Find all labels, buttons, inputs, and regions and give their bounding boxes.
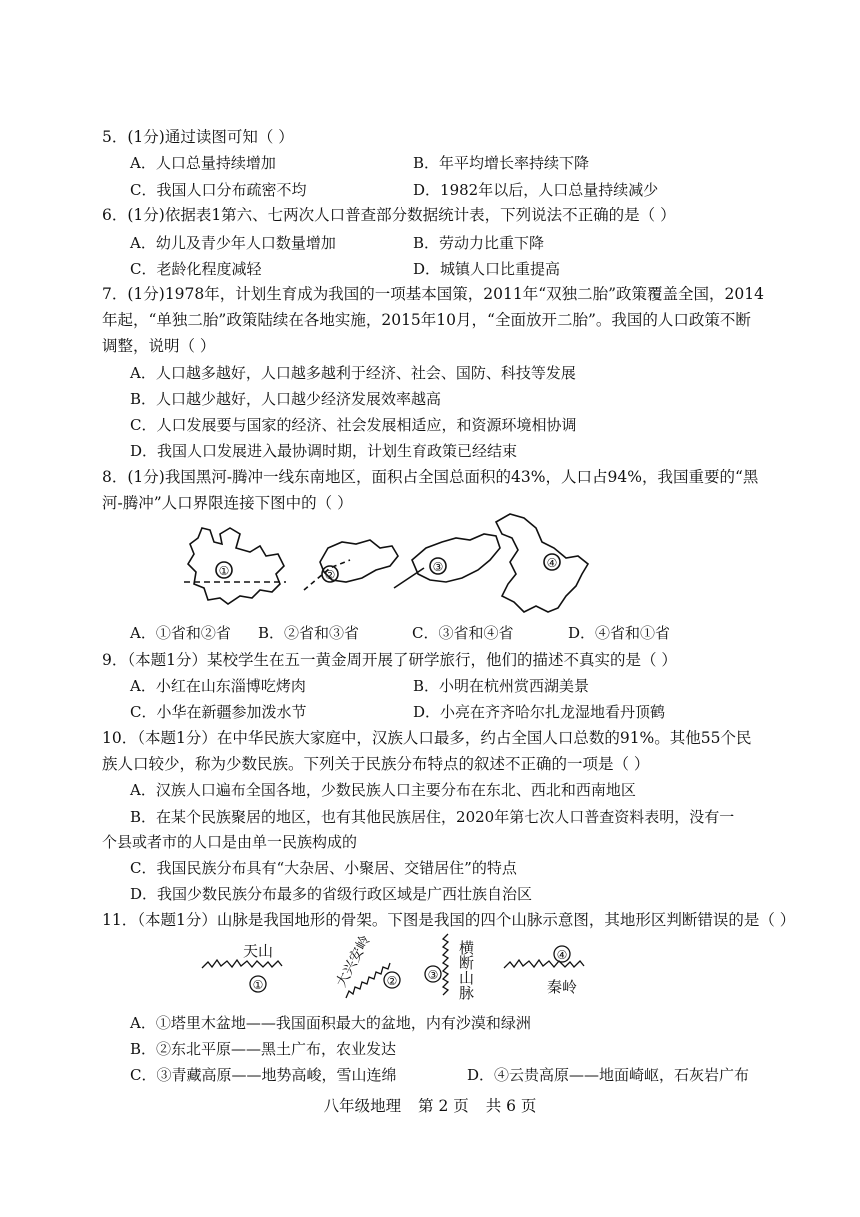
map-4-label: ④: [546, 556, 558, 570]
q9-option-b[interactable]: B．小明在杭州赏西湖美景: [413, 677, 590, 695]
footer-page-number: 第 2 页: [418, 1097, 469, 1115]
hengduan-label: 横断山脉: [457, 940, 475, 1000]
q10-stem-line2: 族人口较少，称为少数民族。下列关于民族分布特点的叙述不正确的一项是（ ）: [102, 755, 650, 773]
q8-stem-line1: 8．(1分)我国黑河-腾冲一线东南地区，面积占全国总面积的43%，人口占94%，我国重要的“黑: [102, 468, 759, 486]
footer-subject: 八年级地理: [323, 1097, 402, 1115]
mountains-figure: [196, 926, 616, 1012]
province-map-3: [394, 534, 500, 588]
q10-option-b-line1[interactable]: B．在某个民族聚居的地区，也有其他民族居住，2020年第七次人口普查资料表明，没有一: [130, 808, 735, 826]
q6-option-c[interactable]: C．老龄化程度减轻: [130, 260, 262, 278]
q8-stem-line2: 河-腾冲”人口界限连接下图中的（ ）: [102, 494, 353, 512]
map-1-label: ①: [218, 564, 230, 578]
q11-option-c[interactable]: C．③青藏高原——地势高峻，雪山连绵: [130, 1066, 397, 1084]
q6-option-a[interactable]: A．幼儿及青少年人口数量增加: [130, 234, 336, 252]
q6-stem: 6．(1分)依据表1第六、七两次人口普查部分数据统计表，下列说法不正确的是（ ）: [102, 206, 676, 224]
mountain-1-label: ①: [252, 978, 264, 992]
q10-option-b-line2: 个县或者市的人口是由单一民族构成的: [102, 833, 358, 851]
page-footer: [0, 1094, 860, 1116]
qinling-ridge: [504, 960, 584, 968]
q7-stem-line3: 调整，说明（ ）: [102, 337, 216, 355]
tianshan-ridge: [202, 960, 282, 968]
q7-option-c[interactable]: C．人口发展要与国家的经济、社会发展相适应，和资源环境相协调: [130, 416, 577, 434]
q9-stem: 9．（本题1分）某校学生在五一黄金周开展了研学旅行，他们的描述不真实的是（ ）: [102, 651, 677, 669]
mountain-3-label: ③: [427, 968, 439, 982]
q10-option-c[interactable]: C．我国民族分布具有“大杂居、小聚居、交错居住”的特点: [130, 859, 517, 877]
q5-stem: 5．(1分)通过读图可知（ ）: [102, 128, 294, 146]
q5-option-b[interactable]: B．年平均增长率持续下降: [413, 154, 590, 172]
q8-option-b[interactable]: B．②省和③省: [258, 624, 360, 642]
map-2-label: ②: [324, 568, 336, 582]
q5-option-c[interactable]: C．我国人口分布疏密不均: [130, 181, 307, 199]
q7-option-a[interactable]: A．人口越多越好，人口越多越利于经济、社会、国防、科技等发展: [130, 364, 576, 382]
mountain-2-label: ②: [386, 974, 398, 988]
q8-option-c[interactable]: C．③省和④省: [412, 624, 514, 642]
qinling-label: 秦岭: [546, 978, 578, 996]
q5-option-d[interactable]: D．1982年以后，人口总量持续减少: [413, 181, 659, 199]
q9-option-a[interactable]: A．小红在山东淄博吃烤肉: [130, 677, 306, 695]
province-map-2: [304, 540, 398, 590]
q6-option-b[interactable]: B．劳动力比重下降: [413, 234, 545, 252]
q8-option-a[interactable]: A．①省和②省: [130, 624, 231, 642]
tianshan-label: 天山: [242, 942, 274, 960]
q11-option-b[interactable]: B．②东北平原——黑土广布，农业发达: [130, 1040, 397, 1058]
q7-stem-line1: 7．(1分)1978年，计划生育成为我国的一项基本国策，2011年“双独二胎”政策覆盖全国，2014: [102, 285, 765, 303]
q7-option-d[interactable]: D．我国人口发展进入最协调时期，计划生育政策已经结束: [130, 442, 518, 460]
q9-option-d[interactable]: D．小亮在齐齐哈尔扎龙湿地看丹顶鹤: [413, 703, 666, 721]
q11-stem: 11．（本题1分）山脉是我国地形的骨架。下图是我国的四个山脉示意图，其地形区判断错误的是（ ）: [102, 911, 796, 929]
q10-option-d[interactable]: D．我国少数民族分布最多的省级行政区域是广西壮族自治区: [130, 885, 533, 903]
q8-option-d[interactable]: D．④省和①省: [568, 624, 671, 642]
province-maps-figure: [180, 508, 620, 624]
q7-stem-line2: 年起，“单独二胎”政策陆续在各地实施，2015年10月，“全面放开二胎”。我国的人口政策不断: [102, 311, 751, 329]
q11-option-a[interactable]: A．①塔里木盆地——我国面积最大的盆地，内有沙漠和绿洲: [130, 1014, 531, 1032]
q10-option-a[interactable]: A．汉族人口遍布全国各地，少数民族人口主要分布在东北、西北和西南地区: [130, 781, 636, 799]
q11-option-d[interactable]: D．④云贵高原——地面崎岖，石灰岩广布: [467, 1066, 750, 1084]
daxinganling-label: 大兴安岭: [333, 932, 374, 990]
map-3-label: ③: [432, 560, 444, 574]
mountain-4-label: ④: [556, 948, 568, 962]
q9-option-c[interactable]: C．小华在新疆参加泼水节: [130, 703, 307, 721]
q6-option-d[interactable]: D．城镇人口比重提高: [413, 260, 561, 278]
province-map-1: [184, 528, 286, 604]
footer-total-pages: 共 6 页: [485, 1097, 537, 1115]
q7-option-b[interactable]: B．人口越少越好，人口越少经济发展效率越高: [130, 390, 442, 408]
hengduan-ridge: [443, 934, 448, 995]
q10-stem-line1: 10．（本题1分）在中华民族大家庭中，汉族人口最多，约占全国人口总数的91%。其他55个民: [102, 729, 752, 747]
q5-option-a[interactable]: A．人口总量持续增加: [130, 154, 276, 172]
province-map-4: [496, 514, 588, 612]
